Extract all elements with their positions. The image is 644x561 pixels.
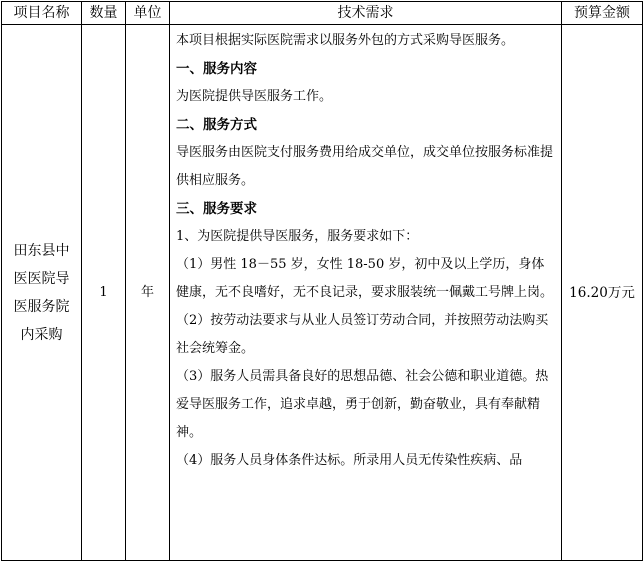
cell-technical-requirements xyxy=(170,25,562,561)
cell-unit: 年 xyxy=(126,25,170,561)
cell-quantity: 1 xyxy=(82,25,126,561)
table-header-row xyxy=(2,2,643,25)
header-unit: 单位 xyxy=(126,2,170,25)
requirement-paragraph: （1）男性 18－55 岁，女性 18-50 岁，初中及以上学历，身体健康，无不良嗜好，无不良记录，要求服装统一佩戴工号牌上岗。 xyxy=(176,257,554,300)
requirement-paragraph: 为医院提供导医服务工作。 xyxy=(176,89,333,104)
header-project-name: 项目名称 xyxy=(2,2,82,25)
header-budget: 预算金额 xyxy=(562,2,643,25)
requirements-list xyxy=(176,27,557,560)
requirement-paragraph: 导医服务由医院支付服务费用给成交单位，成交单位按服务标准提供相应服务。 xyxy=(176,145,554,188)
cell-budget: 16.20万元 xyxy=(562,25,643,561)
header-technical-requirements: 技术需求 xyxy=(170,2,562,25)
requirement-paragraph: 本项目根据实际医院需求以服务外包的方式采购导医服务。 xyxy=(176,33,515,48)
requirement-heading: 三、服务要求 xyxy=(176,201,257,217)
requirement-paragraph: （3）服务人员需具备良好的思想品德、社会公德和职业道德。热爱导医服务工作，追求卓越，勇于创新，勤奋敬业，具有奉献精神。 xyxy=(176,369,549,440)
cell-project-name: 田东县中医医院导医服务院内采购 xyxy=(2,25,82,561)
requirement-heading: 二、服务方式 xyxy=(176,117,257,133)
requirement-paragraph: 1、为医院提供导医服务，服务要求如下： xyxy=(176,229,419,244)
procurement-table xyxy=(1,1,643,561)
requirement-paragraph: （4）服务人员身体条件达标。所录用人员无传染性疾病、品 xyxy=(176,453,523,468)
header-quantity: 数量 xyxy=(82,2,126,25)
requirement-paragraph: （2）按劳动法要求与从业人员签订劳动合同，并按照劳动法购买社会统筹金。 xyxy=(176,313,549,356)
requirement-heading: 一、服务内容 xyxy=(176,61,257,77)
table-row xyxy=(2,25,643,561)
